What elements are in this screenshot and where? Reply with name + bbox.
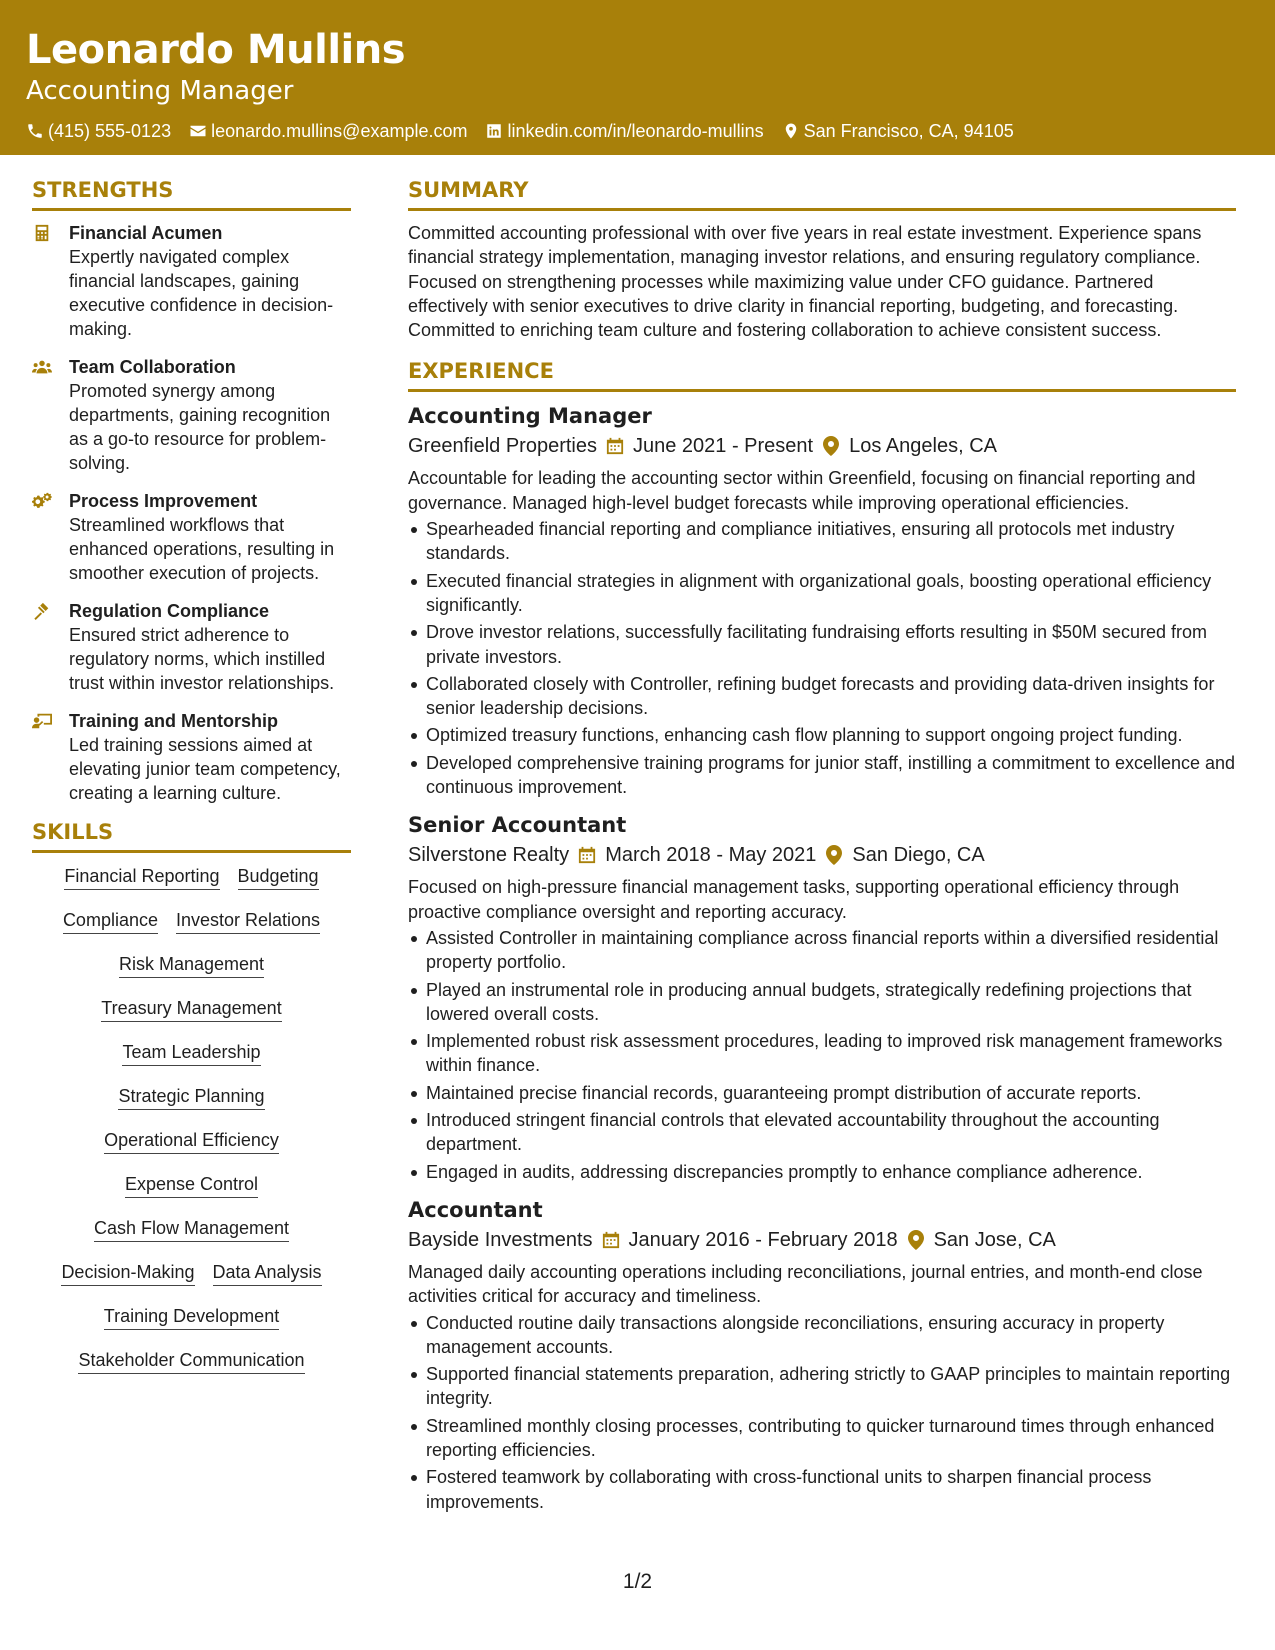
- job-location: Los Angeles, CA: [849, 435, 997, 458]
- gears-icon: [32, 492, 52, 510]
- strength-item: [32, 709, 351, 805]
- job-bullet: Introduced stringent financial controls that elevated accountability throughout the accounting department.: [408, 1108, 1236, 1157]
- strength-desc: Ensured strict adherence to regulatory norms, which instilled trust within investor relationships.: [69, 625, 335, 693]
- job-bullet: Maintained precise financial records, guaranteeing prompt distribution of accurate reports.: [408, 1081, 1236, 1105]
- job-bullet: Executed financial strategies in alignment with organizational goals, boosting operational efficiency significantly.: [408, 569, 1236, 618]
- skill-tag: Cash Flow Management: [94, 1217, 289, 1242]
- job-company: Greenfield Properties: [408, 435, 597, 458]
- skill-tag: Financial Reporting: [64, 865, 219, 890]
- strength-item: [32, 221, 351, 341]
- job-bullet: Drove investor relations, successfully facilitating fundraising efforts resulting in $50M secured from private investors.: [408, 620, 1236, 669]
- job-location: San Diego, CA: [852, 844, 985, 867]
- job-bullet: Engaged in audits, addressing discrepancies promptly to enhance compliance adherence.: [408, 1160, 1236, 1184]
- contact-email[interactable]: [189, 120, 467, 142]
- skill-tag: Decision-Making: [61, 1261, 194, 1286]
- skill-tag: Data Analysis: [213, 1261, 322, 1286]
- job-bullets: [408, 517, 1236, 799]
- left-column: [32, 155, 351, 1526]
- strength-title: Training and Mentorship: [69, 711, 279, 731]
- summary-heading: SUMMARY: [408, 177, 1236, 211]
- strengths-heading: STRENGTHS: [32, 177, 351, 211]
- location-icon: [826, 845, 842, 865]
- contact-bar: [26, 120, 1249, 142]
- gavel-icon: [32, 602, 52, 620]
- skill-tag: Stakeholder Communication: [78, 1349, 304, 1374]
- resume-body: [0, 155, 1275, 1526]
- calendar-icon: [602, 1231, 620, 1249]
- envelope-icon: [189, 122, 207, 140]
- skill-tag: Strategic Planning: [118, 1085, 264, 1110]
- job-entry: [408, 1196, 1236, 1514]
- strength-desc: Led training sessions aimed at elevating junior team competency, creating a learning culture.: [69, 735, 341, 803]
- contact-location-text: San Francisco, CA, 94105: [803, 121, 1014, 141]
- skill-tag: Training Development: [104, 1305, 279, 1330]
- job-entry: [408, 811, 1236, 1184]
- skill-tag: Investor Relations: [176, 909, 320, 934]
- skill-tag: Treasury Management: [101, 997, 281, 1022]
- strength-desc: Promoted synergy among departments, gaining recognition as a go-to resource for problem-solving.: [69, 381, 331, 473]
- contact-location: [782, 120, 1014, 142]
- people-icon: [32, 358, 52, 376]
- skill-tag: Budgeting: [238, 865, 319, 890]
- job-meta: [408, 1226, 1236, 1254]
- right-column: [408, 155, 1236, 1526]
- calculator-icon: [32, 224, 52, 242]
- calendar-icon: [606, 437, 624, 455]
- contact-email-text: leonardo.mullins@example.com: [211, 121, 468, 141]
- teacher-icon: [32, 712, 52, 730]
- job-description: Managed daily accounting operations including reconciliations, journal entries, and month-end close activities critical for accuracy and timeliness.: [408, 1261, 1203, 1307]
- skill-tag: Risk Management: [119, 953, 264, 978]
- job-bullet: Developed comprehensive training programs for junior staff, instilling a commitment to excellence and continuous improvement.: [408, 751, 1236, 800]
- location-icon: [823, 436, 839, 456]
- strength-item: [32, 355, 351, 475]
- skill-tag: Operational Efficiency: [104, 1129, 279, 1154]
- job-bullet: Played an instrumental role in producing annual budgets, strategically redefining projections that lowered overall costs.: [408, 978, 1236, 1027]
- experience-heading: EXPERIENCE: [408, 358, 1236, 392]
- job-bullet: Optimized treasury functions, enhancing cash flow planning to support ongoing project funding.: [408, 723, 1236, 747]
- job-bullet: Streamlined monthly closing processes, contributing to quicker turnaround times through enhanced reporting efficiencies.: [408, 1414, 1236, 1463]
- phone-icon: [26, 122, 44, 140]
- job-bullet: Implemented robust risk assessment procedures, leading to improved risk management frameworks within finance.: [408, 1029, 1236, 1078]
- job-bullet: Assisted Controller in maintaining compliance across financial reports within a diversified residential property portfolio.: [408, 926, 1236, 975]
- skill-tag: Expense Control: [125, 1173, 258, 1198]
- experience-list: [408, 402, 1236, 1513]
- job-bullets: [408, 926, 1236, 1184]
- location-icon: [908, 1230, 924, 1250]
- resume-header: [0, 0, 1275, 155]
- job-meta: [408, 432, 1236, 460]
- job-title: Senior Accountant: [408, 813, 627, 838]
- strength-item: [32, 599, 351, 695]
- contact-linkedin-text: linkedin.com/in/leonardo-mullins: [507, 121, 764, 141]
- job-bullet: Supported financial statements preparation, adhering strictly to GAAP principles to maintain reporting integrity.: [408, 1362, 1236, 1411]
- skills-list: [32, 865, 351, 1374]
- job-meta: [408, 841, 1236, 869]
- job-description: Focused on high-pressure financial management tasks, supporting operational efficiency through proactive compliance oversight and reporting accuracy.: [408, 877, 1180, 922]
- calendar-icon: [578, 846, 596, 864]
- candidate-role: Accounting Manager: [26, 76, 294, 106]
- job-bullet: Spearheaded financial reporting and compliance initiatives, ensuring all protocols met industry standards.: [408, 517, 1236, 566]
- job-dates: June 2021 - Present: [632, 435, 814, 458]
- skill-tag: Compliance: [63, 909, 158, 934]
- strength-title: Team Collaboration: [69, 357, 236, 377]
- job-bullet: Conducted routine daily transactions alongside reconciliations, ensuring accuracy in property management accounts.: [408, 1311, 1236, 1360]
- strength-title: Regulation Compliance: [69, 601, 270, 621]
- contact-phone-text: (415) 555-0123: [48, 121, 172, 141]
- candidate-name: Leonardo Mullins: [26, 27, 406, 73]
- contact-phone[interactable]: [26, 120, 171, 142]
- strength-item: [32, 489, 351, 585]
- page-number: 1/2: [622, 1570, 653, 1593]
- strength-desc: Expertly navigated complex financial landscapes, gaining executive confidence in decision-making.: [69, 247, 334, 339]
- job-title: Accounting Manager: [408, 404, 652, 429]
- job-title: Accountant: [408, 1197, 543, 1222]
- job-bullets: [408, 1311, 1236, 1514]
- job-company: Silverstone Realty: [408, 844, 570, 867]
- job-company: Bayside Investments: [408, 1228, 593, 1251]
- contact-linkedin[interactable]: [485, 120, 763, 142]
- skills-heading: SKILLS: [32, 819, 351, 853]
- job-dates: March 2018 - May 2021: [605, 844, 817, 867]
- job-location: San Jose, CA: [933, 1228, 1056, 1251]
- job-entry: [408, 402, 1236, 799]
- skill-tag: Team Leadership: [122, 1041, 260, 1066]
- job-bullet: Collaborated closely with Controller, refining budget forecasts and providing data-driven insights for senior leadership decisions.: [408, 672, 1236, 721]
- summary-text: Committed accounting professional with over five years in real estate investment. Experience spans financial strategy implementation, managing investor relations, and ensuring regulatory compliance. Focused on strengthening processes while maximizing value under CFO guidance. Partnered effectively with senior executives to drive clarity in financial reporting, budgeting, and forecasting. Committed to enriching team culture and fostering collaboration to achieve consistent success.: [408, 223, 1202, 341]
- strength-title: Process Improvement: [69, 491, 258, 511]
- strength-desc: Streamlined workflows that enhanced operations, resulting in smoother execution of projects.: [69, 515, 335, 583]
- location-icon: [782, 122, 800, 140]
- job-dates: January 2016 - February 2018: [628, 1228, 898, 1251]
- strength-title: Financial Acumen: [69, 223, 223, 243]
- job-bullet: Fostered teamwork by collaborating with cross-functional units to sharpen financial process improvements.: [408, 1465, 1236, 1514]
- job-description: Accountable for leading the accounting sector within Greenfield, focusing on financial reporting and governance. Managed high-level budget forecasts while improving operational efficiencies.: [408, 468, 1196, 513]
- linkedin-icon: [485, 122, 503, 140]
